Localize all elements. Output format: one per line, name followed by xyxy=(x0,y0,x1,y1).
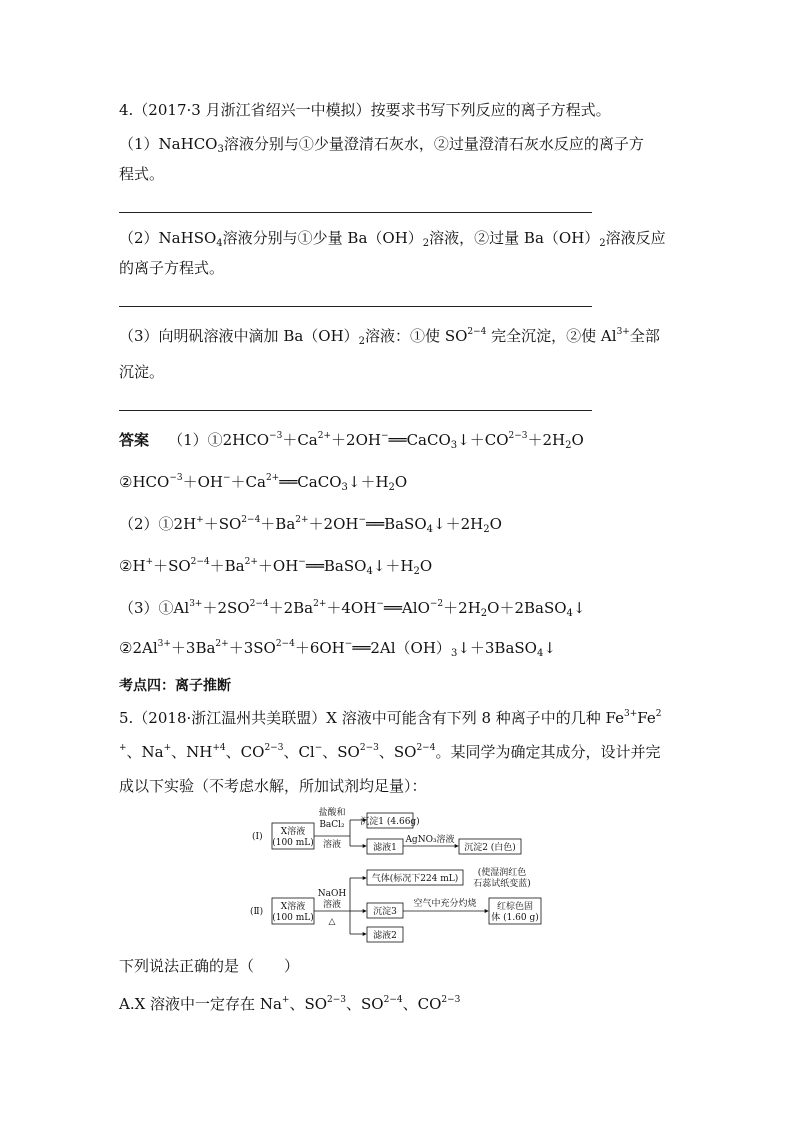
text: ↓＋CO xyxy=(457,431,509,449)
text: 5.（2018·浙江温州共美联盟）X 溶液中可能含有下列 8 种离子中的几种 Fe xyxy=(119,709,625,727)
silver-nitrate-label: AgNO₃溶液 xyxy=(405,835,455,845)
superscript: + xyxy=(145,557,154,567)
text: ＋OH xyxy=(182,473,223,491)
superscript: 2+ xyxy=(313,599,327,609)
q5-line3: 成以下实验（不考虑水解，所加试剂均足量）： xyxy=(119,777,427,795)
subscript: 4 xyxy=(366,566,373,577)
answer-blank-line-3[interactable] xyxy=(119,410,592,411)
subscript: 2 xyxy=(565,440,572,451)
q4-part3-line2 xyxy=(119,362,164,382)
x-solution-label-1: X溶液 xyxy=(280,827,306,837)
text: 、CO xyxy=(402,995,442,1013)
text: 溶液分别与①少量澄清石灰水，②过量澄清石灰水反应的离子方 xyxy=(223,135,644,153)
subscript: 2 xyxy=(483,524,490,535)
q4-part1-line1 xyxy=(119,134,644,154)
subscript: 4 xyxy=(566,608,573,619)
reagent-1-line1: 盐酸和 xyxy=(318,808,346,818)
text: ══CaCO xyxy=(279,473,342,491)
text: ②HCO xyxy=(119,473,170,491)
filtrate-1-label: 滤液1 xyxy=(373,843,397,853)
subscript: 2 xyxy=(413,566,420,577)
reagent-1-line3: 溶液 xyxy=(322,840,342,850)
superscript: 2−3 xyxy=(264,743,284,753)
text: ↓ xyxy=(543,639,556,657)
subscript: 2 xyxy=(388,482,395,493)
text: ＋SO xyxy=(153,557,191,575)
superscript: 2−4 xyxy=(241,515,261,525)
section-heading: 考点四：离子推断 xyxy=(119,678,231,694)
superscript: − xyxy=(344,639,353,649)
precipitate-1-label: 沉淀1 (4.66g) xyxy=(360,817,420,827)
answer-line-2 xyxy=(119,472,407,492)
heat-symbol: △ xyxy=(328,917,336,927)
subscript: 2 xyxy=(358,336,366,347)
superscript: +4 xyxy=(212,743,226,753)
text: 溶液：①使 SO xyxy=(365,327,468,345)
superscript: − xyxy=(380,431,389,441)
text: O xyxy=(489,515,502,533)
answer-line-3 xyxy=(119,514,502,534)
superscript: 2−4 xyxy=(467,327,487,337)
text: ＋2OH xyxy=(331,431,381,449)
q4-part2-line2 xyxy=(119,258,224,278)
x-solution-volume-1: (100 mL) xyxy=(272,838,314,848)
superscript: − xyxy=(298,557,306,567)
superscript: −2 xyxy=(429,599,444,609)
step-ii-label: (Ⅱ) xyxy=(250,907,264,917)
text: （2）①2H xyxy=(119,515,197,533)
q5-line1 xyxy=(119,708,662,728)
superscript: 3+ xyxy=(616,327,630,337)
subscript: 4 xyxy=(536,648,544,659)
text: ↓＋2H xyxy=(433,515,484,533)
superscript: 2+ xyxy=(317,431,332,441)
q4-title xyxy=(119,100,611,120)
text: Fe xyxy=(637,709,656,727)
text: ②2Al xyxy=(119,639,158,657)
text: 的离子方程式。 xyxy=(119,259,225,277)
superscript: + xyxy=(196,515,204,525)
text: 溶液，②过量 Ba（OH） xyxy=(429,229,600,247)
text: ══2Al（OH） xyxy=(352,639,451,657)
text: 溶液反应 xyxy=(605,229,666,247)
text: O＋2BaSO xyxy=(487,599,567,617)
superscript: 2 xyxy=(655,709,662,719)
ignition-label: 空气中充分灼烧 xyxy=(413,899,477,909)
text: ②H xyxy=(119,557,146,575)
superscript: − xyxy=(314,743,323,753)
answer-line-5 xyxy=(119,598,586,618)
text: ＋2SO xyxy=(202,599,250,617)
text: （1）①2HCO xyxy=(168,431,270,449)
filtrate-2-label: 滤液2 xyxy=(373,931,397,941)
precipitate-3-label: 沉淀3 xyxy=(373,907,397,917)
superscript: 2−4 xyxy=(249,599,269,609)
text: ＋2H xyxy=(527,431,566,449)
text: 、SO xyxy=(322,743,360,761)
q5-option-a[interactable] xyxy=(119,994,460,1014)
superscript: −3 xyxy=(269,431,283,441)
naoh-label-line1: NaOH xyxy=(317,889,347,899)
text: （3）向明矾溶液中滴加 Ba（OH） xyxy=(119,327,359,345)
superscript: 2−3 xyxy=(508,431,528,441)
text: ＋Ca xyxy=(230,473,266,491)
text: ↓＋3BaSO xyxy=(457,639,537,657)
subscript: 2 xyxy=(599,238,606,249)
text: 程式。 xyxy=(119,165,165,183)
superscript: 2−4 xyxy=(275,639,295,649)
text: （2）NaHSO xyxy=(119,229,217,247)
q4-part1-line2 xyxy=(119,164,164,184)
subscript: 4 xyxy=(426,524,434,535)
superscript: − xyxy=(376,599,384,609)
subscript: 2 xyxy=(422,238,430,249)
text: ＋OH xyxy=(257,557,299,575)
text: ↓＋H xyxy=(372,557,414,575)
experiment-flow-diagram xyxy=(240,806,560,946)
text: ＋2Ba xyxy=(268,599,314,617)
text: ↓＋H xyxy=(347,473,389,491)
text: ══BaSO xyxy=(305,557,367,575)
subscript: 3 xyxy=(341,482,348,493)
answer-line-1 xyxy=(119,430,584,450)
text: ＋SO xyxy=(203,515,242,533)
superscript: 2−4 xyxy=(190,557,210,567)
step-i-label: (Ⅰ) xyxy=(252,832,263,842)
superscript: + xyxy=(163,743,172,753)
q5-question: 下列说法正确的是（ ） xyxy=(119,957,300,975)
text: 、Na xyxy=(126,743,164,761)
text: ══BaSO xyxy=(366,515,427,533)
gas-label: 气体(标况下224 mL) xyxy=(371,874,459,884)
text: O xyxy=(571,431,584,449)
text: ＋6OH xyxy=(294,639,345,657)
text: 、CO xyxy=(225,743,265,761)
answer-blank-line-1[interactable] xyxy=(119,212,592,213)
text: 、SO xyxy=(346,995,384,1013)
answer-blank-line-2[interactable] xyxy=(119,306,592,307)
subscript: 4 xyxy=(216,238,223,249)
text: 、NH xyxy=(171,743,213,761)
superscript: −3 xyxy=(169,473,183,483)
text: O xyxy=(394,473,408,491)
text: O xyxy=(419,557,433,575)
text: 、Cl xyxy=(283,743,315,761)
x-solution-volume-2: (100 mL) xyxy=(272,913,314,923)
text: （1）NaHCO xyxy=(119,135,218,153)
superscript: 3+ xyxy=(624,709,638,719)
x-solution-label-2: X溶液 xyxy=(280,902,306,912)
text: ＋Ca xyxy=(282,431,318,449)
superscript: 2−3 xyxy=(359,743,379,753)
superscript: + xyxy=(281,995,290,1005)
text: ══CaCO xyxy=(388,431,451,449)
superscript: 3+ xyxy=(157,639,171,649)
text: ＋4OH xyxy=(326,599,377,617)
answer-line-6 xyxy=(119,638,556,658)
text: 沉淀。 xyxy=(119,363,165,381)
superscript: + xyxy=(119,743,127,753)
subscript: 2 xyxy=(480,608,488,619)
text: 、SO xyxy=(289,995,328,1013)
naoh-label-line2: 溶液 xyxy=(322,900,342,910)
answer-label: 答案 xyxy=(119,431,150,449)
solid-label-line2: 体 (1.60 g) xyxy=(491,913,539,923)
text: ↓ xyxy=(572,599,586,617)
text: 全部 xyxy=(629,327,660,345)
precipitate-2-label: 沉淀2 (白色) xyxy=(464,843,516,853)
text: A.X 溶液中一定存在 Na xyxy=(119,995,282,1013)
superscript: 2+ xyxy=(215,639,229,649)
text: 、SO xyxy=(378,743,417,761)
q4-title-text: 4.（2017·3 月浙江省绍兴一中模拟）按要求书写下列反应的离子方程式。 xyxy=(119,101,611,119)
superscript: 2−3 xyxy=(441,995,461,1005)
reagent-1-line2: BaCl₂ xyxy=(319,820,345,830)
q4-part2-line1 xyxy=(119,228,666,248)
gas-note-line2: 石蕊试纸变蓝) xyxy=(473,879,531,889)
answer-line-4 xyxy=(119,556,432,576)
superscript: 3+ xyxy=(189,599,203,609)
superscript: 2+ xyxy=(265,473,280,483)
text: ＋3Ba xyxy=(170,639,216,657)
text: ＋2H xyxy=(443,599,481,617)
superscript: 2−4 xyxy=(416,743,436,753)
text: ＋Ba xyxy=(209,557,245,575)
subscript: 3 xyxy=(217,144,224,155)
subscript: 3 xyxy=(450,648,458,659)
text: ＋2OH xyxy=(308,515,359,533)
text: 完全沉淀，②使 Al xyxy=(486,327,617,345)
solid-label-line1: 红棕色固 xyxy=(496,902,534,912)
text: 。某同学为确定其成分，设计并完 xyxy=(435,743,661,761)
gas-note-line1: (使湿润红色 xyxy=(477,868,527,878)
superscript: 2−4 xyxy=(383,995,403,1005)
text: （3）①Al xyxy=(119,599,190,617)
superscript: 2+ xyxy=(295,515,309,525)
subscript: 3 xyxy=(450,440,458,451)
superscript: 2+ xyxy=(244,557,258,567)
q5-line2 xyxy=(119,742,660,762)
superscript: − xyxy=(222,473,231,483)
text: ＋3SO xyxy=(228,639,276,657)
superscript: − xyxy=(358,515,367,525)
text: ══AlO xyxy=(383,599,430,617)
q4-part3-line1 xyxy=(119,326,660,346)
superscript: 2−3 xyxy=(327,995,347,1005)
text: 溶液分别与①少量 Ba（OH） xyxy=(222,229,423,247)
text: ＋Ba xyxy=(260,515,296,533)
